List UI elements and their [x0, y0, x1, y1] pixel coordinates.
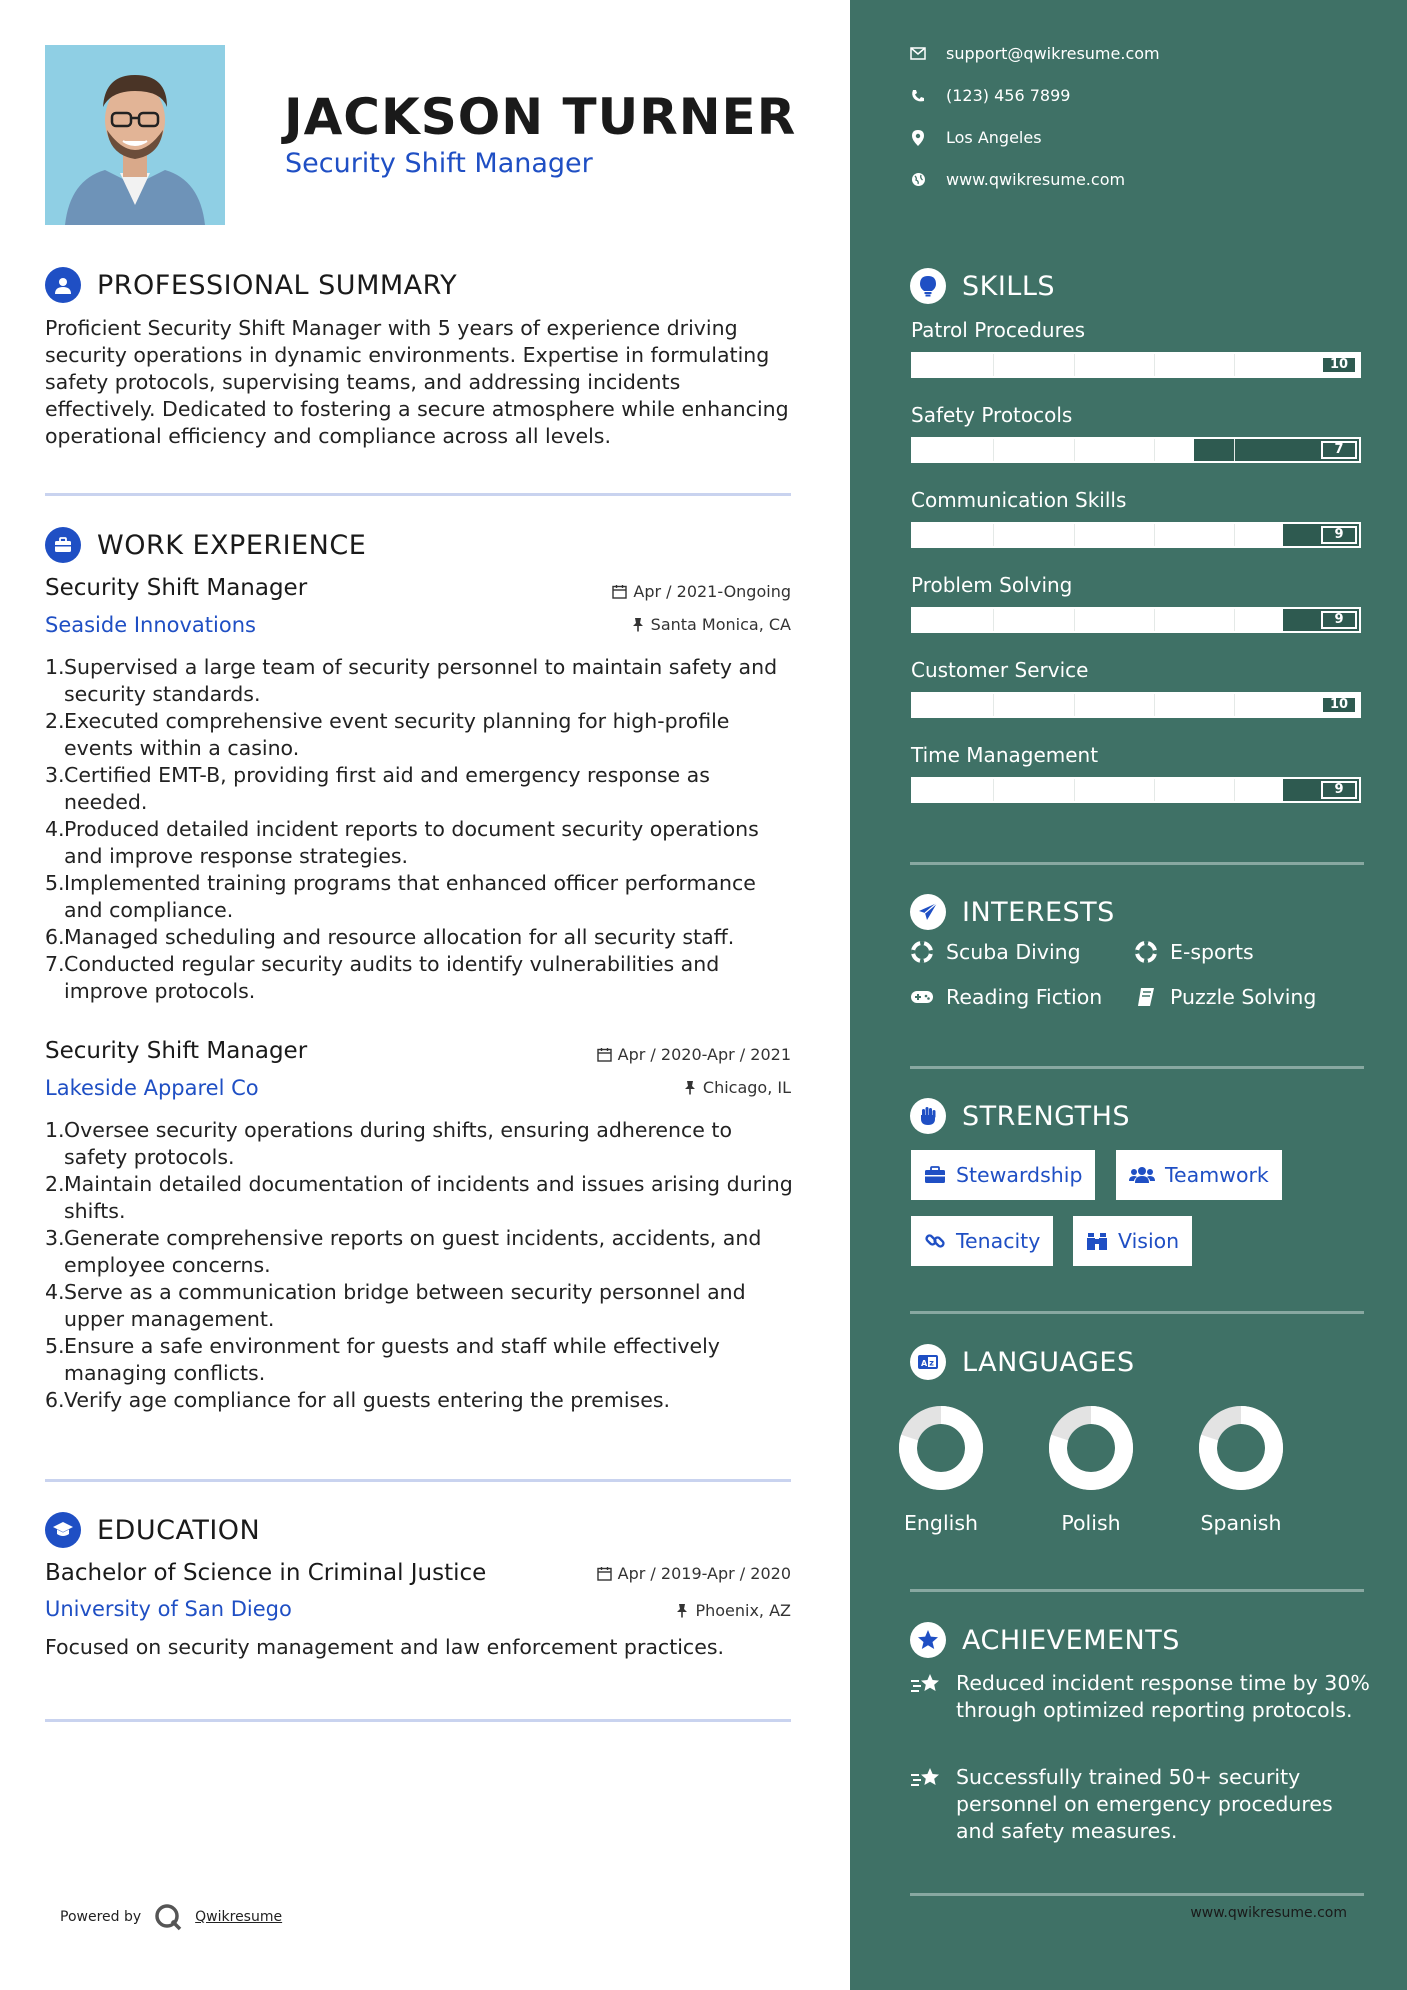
school-name: University of San Diego [45, 1597, 292, 1621]
skill-value: 10 [1321, 356, 1357, 374]
contact-phone[interactable] [910, 86, 1070, 105]
binoculars-icon [1086, 1231, 1108, 1251]
job-bullets [45, 1117, 795, 1414]
globe-icon [910, 172, 926, 188]
language-icon [910, 1344, 946, 1380]
calendar-icon [597, 1566, 612, 1581]
achievements-title: ACHIEVEMENTS [962, 1624, 1180, 1656]
skill-tick [1234, 694, 1235, 716]
interest-label: E-sports [1170, 940, 1254, 964]
job-dates [612, 582, 791, 601]
language-level-ring [898, 1405, 984, 1491]
interest-item [1134, 985, 1316, 1009]
skill-tick [993, 694, 994, 716]
skill-tick [1234, 779, 1235, 801]
skill-tick [993, 439, 994, 461]
list-item: 6. Managed scheduling and resource allocation for all security staff. [45, 925, 735, 949]
skill-label: Patrol Procedures [911, 318, 1086, 342]
strength-chip [1116, 1150, 1282, 1200]
education-location-text: Phoenix, AZ [695, 1601, 791, 1620]
company-name: Lakeside Apparel Co [45, 1076, 259, 1100]
skill-value: 10 [1321, 696, 1357, 714]
list-item: 4. Produced detailed incident reports to document security operations and improve response strategies. [45, 817, 759, 868]
skill-tick [1154, 779, 1155, 801]
strength-chip [911, 1216, 1053, 1266]
strength-chip [911, 1150, 1095, 1200]
sidebar [850, 0, 1407, 1990]
skill-label: Safety Protocols [911, 403, 1073, 427]
section-divider [45, 493, 791, 496]
language-label: English [903, 1511, 979, 1535]
section-divider [45, 1479, 791, 1482]
skill-tick [1154, 524, 1155, 546]
section-divider [45, 1719, 791, 1722]
skill-tick [1234, 524, 1235, 546]
achievements-header [910, 1622, 1180, 1658]
skill-bar [911, 777, 1361, 803]
skill-tick [1074, 609, 1075, 631]
skill-tick [993, 609, 994, 631]
calendar-icon [597, 1047, 612, 1062]
powered-by-label: Powered by [60, 1909, 142, 1925]
user-icon [45, 267, 81, 303]
users-icon [1129, 1166, 1155, 1184]
briefcase-icon [45, 527, 81, 563]
list-item: 3. Generate comprehensive reports on guest incidents, accidents, and employee concerns. [45, 1226, 762, 1277]
lightbulb-icon [910, 268, 946, 304]
education-title: EDUCATION [97, 1514, 261, 1546]
skill-bar [911, 692, 1361, 718]
achievement-item [910, 1670, 1370, 1724]
skill-fill [913, 694, 1359, 716]
skill-value: 9 [1321, 781, 1357, 799]
list-item: 4. Serve as a communication bridge between security personnel and upper management. [45, 1280, 746, 1331]
skill-tick [1074, 354, 1075, 376]
contact-email-text: support@qwikresume.com [946, 44, 1160, 63]
list-item: 7. Conducted regular security audits to identify vulnerabilities and improve protocols. [45, 952, 720, 1003]
list-item: 6. Verify age compliance for all guests entering the premises. [45, 1388, 671, 1412]
skill-bar [911, 607, 1361, 633]
skill-tick [1234, 439, 1235, 461]
skill-bar [911, 352, 1361, 378]
link-icon [924, 1230, 946, 1252]
interest-item [910, 985, 1102, 1009]
map-marker-icon [910, 130, 926, 146]
interests-header [910, 894, 1115, 930]
envelope-icon [910, 46, 926, 62]
interest-item [910, 940, 1081, 964]
achievement-text: Reduced incident response time by 30% through optimized reporting protocols. [956, 1671, 1370, 1722]
svg-text:A: A [921, 1359, 928, 1368]
skill-tick [1154, 694, 1155, 716]
skill-value: 9 [1321, 611, 1357, 629]
skill-fill [913, 354, 1359, 376]
calendar-icon [612, 584, 627, 599]
language-label: Spanish [1200, 1511, 1282, 1535]
paper-plane-icon [910, 894, 946, 930]
gamepad-icon [910, 985, 934, 1009]
pin-icon [631, 617, 645, 632]
language-item [886, 1405, 996, 1535]
interest-item [1134, 940, 1254, 964]
skill-tick [1234, 354, 1235, 376]
contact-location [910, 128, 1042, 147]
degree-title: Bachelor of Science in Criminal Justice [45, 1560, 487, 1586]
skills-header [910, 268, 1055, 304]
strength-label: Stewardship [956, 1163, 1083, 1187]
interest-label: Scuba Diving [946, 940, 1081, 964]
interest-label: Puzzle Solving [1170, 985, 1317, 1009]
job-dates-text: Apr / 2021-Ongoing [633, 582, 791, 601]
skill-bar [911, 437, 1361, 463]
job-location [683, 1078, 791, 1097]
education-description: Focused on security management and law enforcement practices. [45, 1635, 725, 1659]
interests-title: INTERESTS [962, 896, 1115, 928]
contact-website-text: www.qwikresume.com [946, 170, 1126, 189]
section-divider [910, 862, 1364, 865]
skill-fill [913, 524, 1283, 546]
skill-fill [913, 609, 1283, 631]
skill-bar [911, 522, 1361, 548]
strength-label: Teamwork [1165, 1163, 1269, 1187]
skill-tick [1154, 439, 1155, 461]
strengths-header [910, 1098, 1130, 1134]
skill-value: 9 [1321, 526, 1357, 544]
contact-location-text: Los Angeles [946, 128, 1042, 147]
section-divider [910, 1066, 1364, 1069]
qwikresume-logo-icon [153, 1902, 183, 1932]
profile-photo [45, 45, 225, 225]
interest-label: Reading Fiction [946, 985, 1103, 1009]
language-label: Polish [1061, 1511, 1121, 1535]
shooting-star-icon [910, 1672, 942, 1724]
candidate-name: JACKSON TURNER [284, 88, 797, 146]
skill-tick [993, 524, 994, 546]
skill-tick [1074, 524, 1075, 546]
skill-label: Problem Solving [911, 573, 1073, 597]
list-item: 3. Certified EMT-B, providing first aid and emergency response as needed. [45, 763, 710, 814]
languages-header [910, 1344, 1135, 1380]
language-item [1186, 1405, 1296, 1535]
pin-icon [683, 1080, 697, 1095]
education-location [675, 1601, 791, 1620]
skill-tick [993, 779, 994, 801]
job-title: Security Shift Manager [45, 575, 308, 601]
qwikresume-link[interactable]: Qwikresume [195, 1909, 283, 1925]
job-location-text: Chicago, IL [702, 1078, 791, 1097]
job-bullets [45, 654, 795, 1005]
list-item: 5. Ensure a safe environment for guests and staff while effectively managing conflicts. [45, 1334, 720, 1385]
section-divider [910, 1311, 1364, 1314]
summary-text: Proficient Security Shift Manager with 5 years of experience driving security operations in dynamic environments. Expertise in formulating safety protocols, supervising teams, and addressing incidents effectively. Dedicated to fostering a secure atmosphere while enhancing operational efficiency and compliance across all levels. [45, 316, 789, 448]
skills-title: SKILLS [962, 270, 1056, 302]
candidate-role: Security Shift Manager [285, 148, 593, 179]
job-location-text: Santa Monica, CA [650, 615, 791, 634]
life-ring-icon [910, 940, 934, 964]
summary-header [45, 267, 457, 303]
strength-chip [1073, 1216, 1192, 1266]
job-location [631, 615, 791, 634]
education-header [45, 1512, 260, 1548]
skill-tick [1074, 694, 1075, 716]
section-divider [910, 1893, 1364, 1896]
skill-tick [1234, 609, 1235, 631]
phone-icon [910, 88, 926, 104]
education-dates [597, 1564, 791, 1583]
achievement-item [910, 1764, 1370, 1845]
briefcase-icon [924, 1166, 946, 1184]
contact-email[interactable] [910, 44, 1160, 63]
language-level-ring [1048, 1405, 1134, 1491]
experience-title: WORK EXPERIENCE [97, 529, 367, 561]
skill-tick [1154, 609, 1155, 631]
list-item: 1. Oversee security operations during shifts, ensuring adherence to safety protocols. [45, 1118, 733, 1169]
language-item [1036, 1405, 1146, 1535]
skill-label: Time Management [911, 743, 1099, 767]
footer-website[interactable]: www.qwikresume.com [1190, 1905, 1347, 1921]
list-item: 2. Maintain detailed documentation of incidents and issues arising during shifts. [45, 1172, 793, 1223]
achievement-text: Successfully trained 50+ security personnel on emergency procedures and safety measures. [956, 1765, 1333, 1843]
skill-label: Communication Skills [911, 488, 1127, 512]
list-item: 5. Implemented training programs that enhanced officer performance and compliance. [45, 871, 756, 922]
pin-icon [675, 1603, 689, 1618]
raised-fist-icon [910, 1098, 946, 1134]
job-dates-text: Apr / 2020-Apr / 2021 [617, 1045, 791, 1064]
list-item: 2. Executed comprehensive event security planning for high-profile events within a casino. [45, 709, 730, 760]
shooting-star-icon [910, 1766, 942, 1845]
job-title: Security Shift Manager [45, 1038, 308, 1064]
star-badge-icon [910, 1622, 946, 1658]
svg-text:z: z [929, 1358, 934, 1368]
strengths-title: STRENGTHS [962, 1100, 1131, 1132]
graduation-cap-icon [45, 1512, 81, 1548]
life-ring-icon [1134, 940, 1158, 964]
list-item: 1. Supervised a large team of security personnel to maintain safety and security standards. [45, 655, 778, 706]
company-name: Seaside Innovations [45, 613, 256, 637]
experience-header [45, 527, 366, 563]
skill-tick [1154, 354, 1155, 376]
education-dates-text: Apr / 2019-Apr / 2020 [617, 1564, 791, 1583]
skill-fill [913, 779, 1283, 801]
contact-phone-text: (123) 456 7899 [946, 86, 1071, 105]
language-level-ring [1198, 1405, 1284, 1491]
summary-title: PROFESSIONAL SUMMARY [97, 269, 458, 301]
job-dates [597, 1045, 791, 1064]
skill-tick [1074, 439, 1075, 461]
contact-website[interactable] [910, 170, 1125, 189]
skill-fill [913, 439, 1194, 461]
languages-title: LANGUAGES [962, 1346, 1135, 1378]
skill-tick [1074, 779, 1075, 801]
book-icon [1134, 985, 1158, 1009]
skill-value: 7 [1321, 441, 1357, 459]
strength-label: Tenacity [956, 1229, 1041, 1253]
powered-by [60, 1902, 282, 1932]
strength-label: Vision [1118, 1229, 1180, 1253]
skill-label: Customer Service [911, 658, 1089, 682]
skill-tick [993, 354, 994, 376]
section-divider [910, 1589, 1364, 1592]
